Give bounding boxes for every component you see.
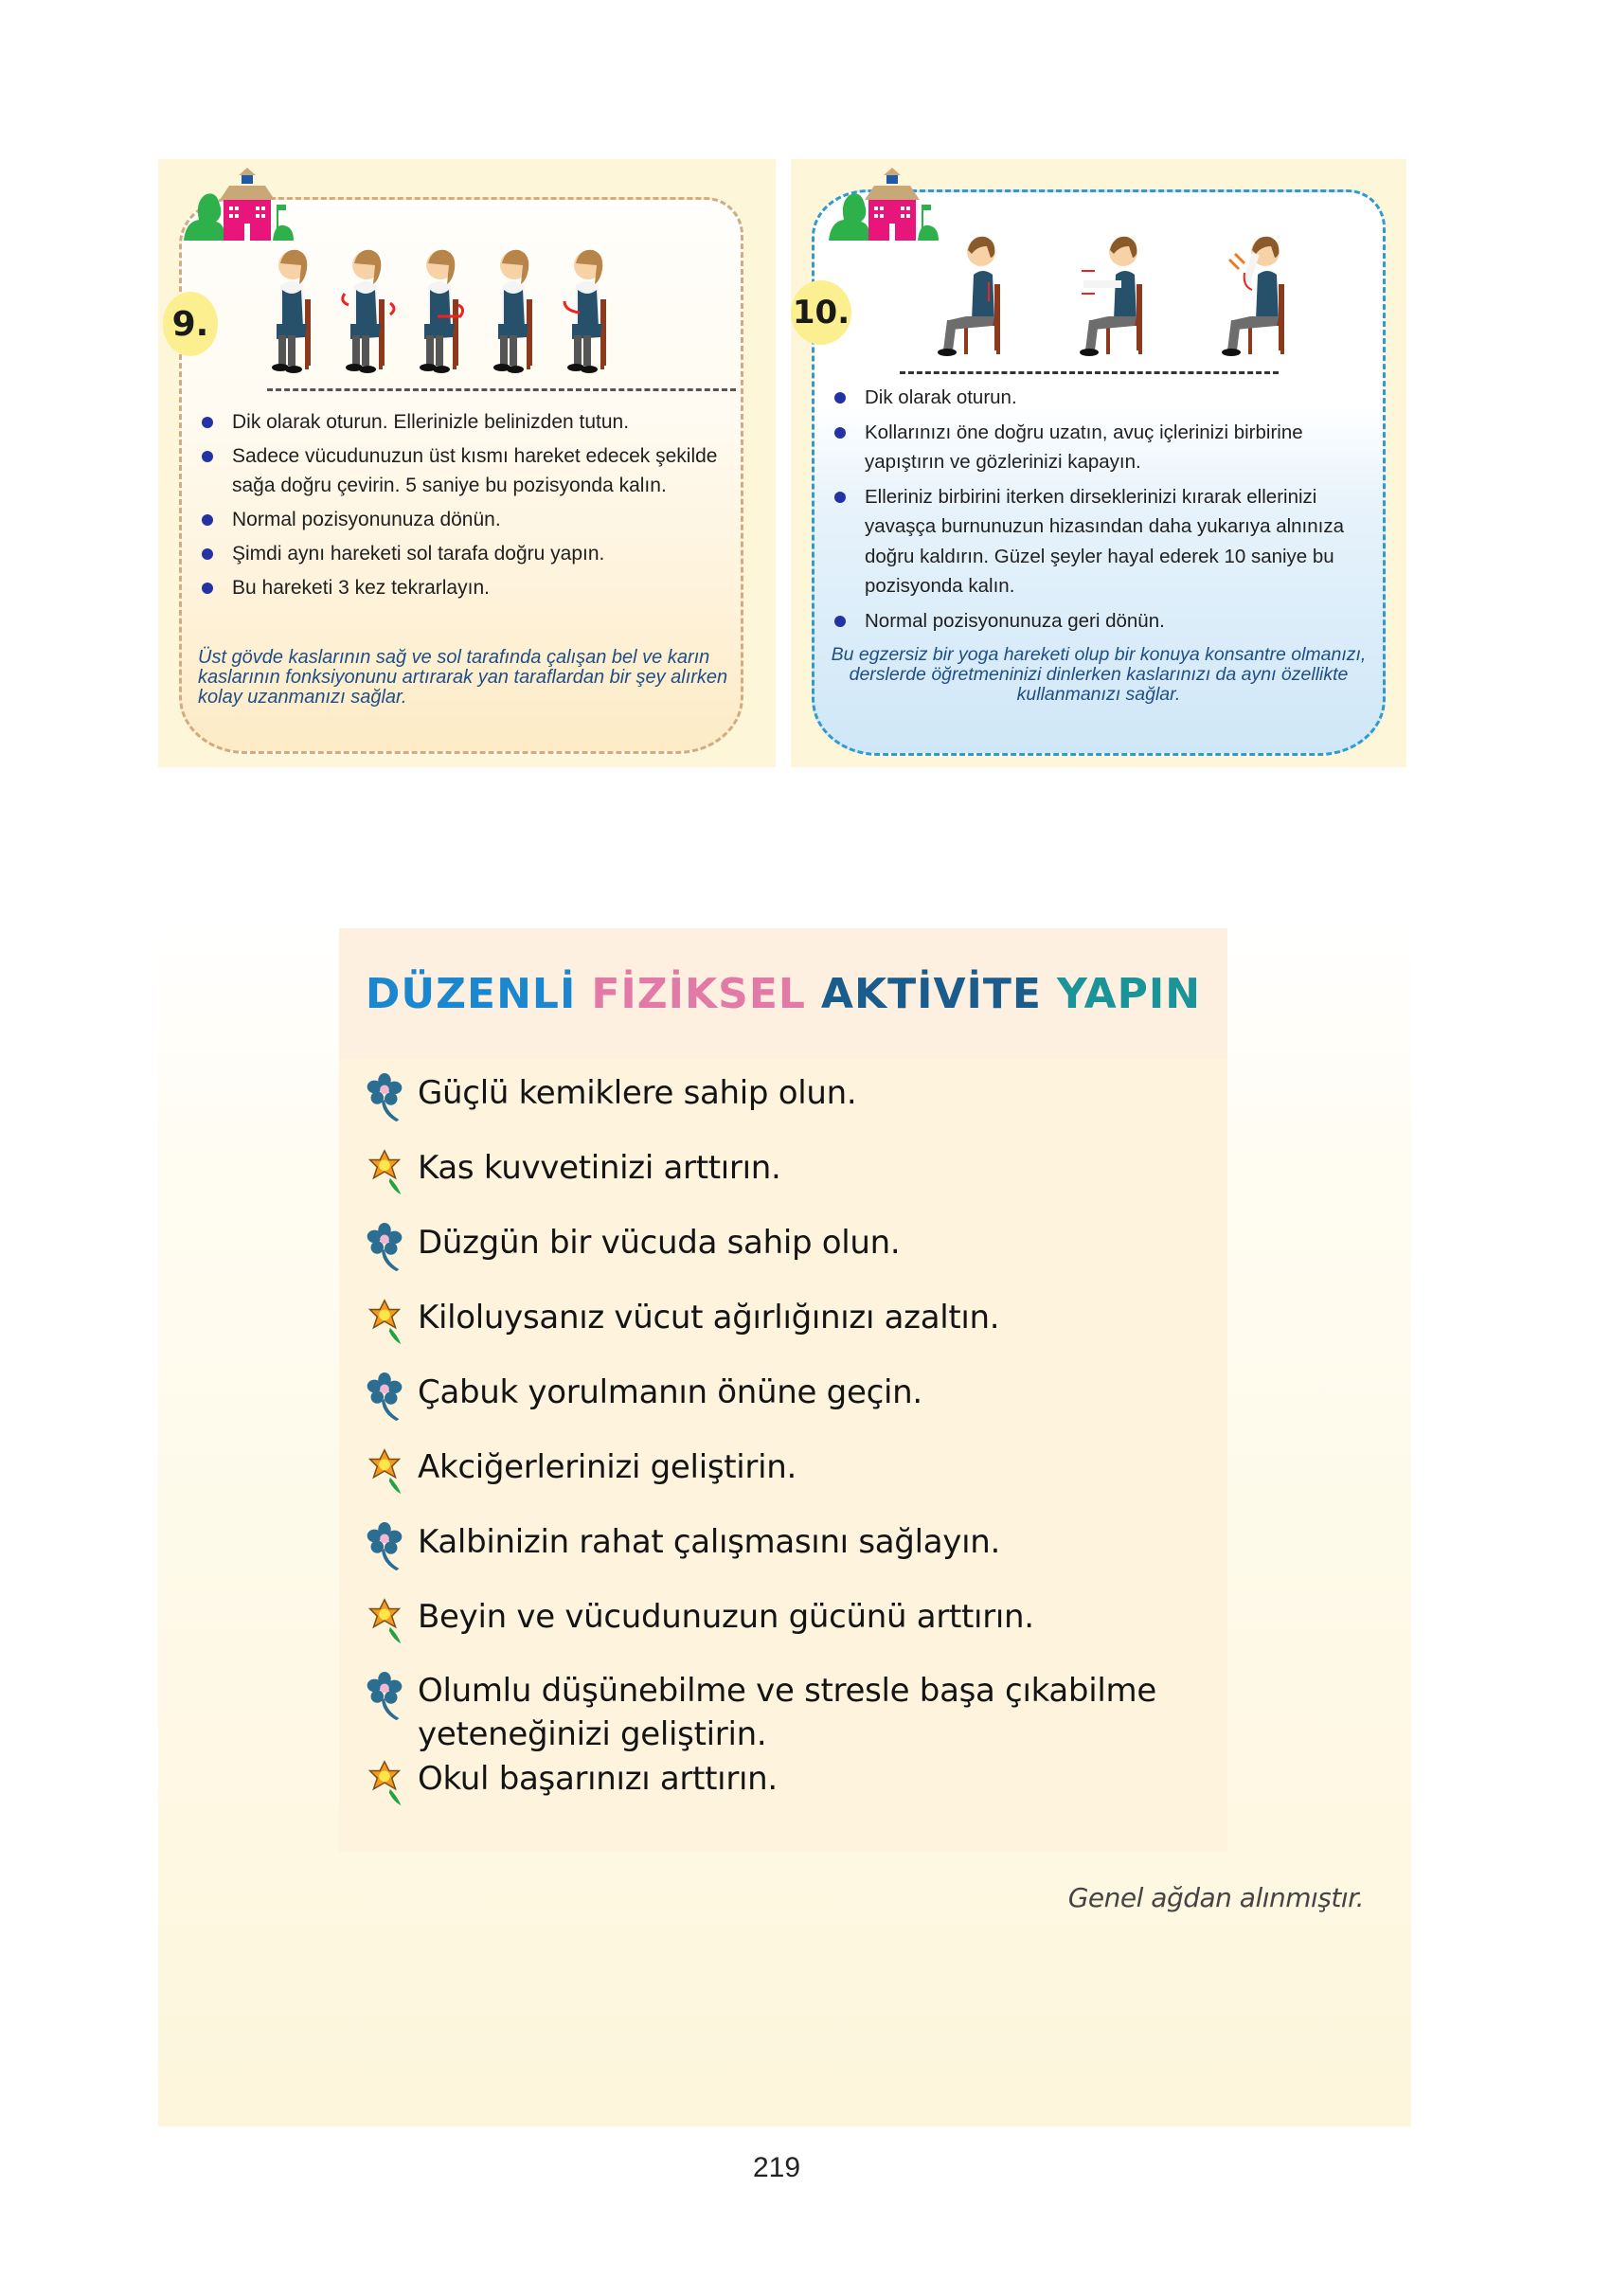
boy-palms-raised-icon — [1217, 225, 1302, 368]
source-credit: Genel ağdan alınmıştır. — [1067, 1882, 1364, 1913]
blue-flower-icon — [363, 1521, 406, 1572]
school-icon — [827, 167, 940, 242]
benefit-item: Çabuk yorulmanın önüne geçin. — [363, 1370, 1215, 1415]
exercise-10-panel — [791, 159, 1406, 767]
blue-flower-icon — [363, 1222, 406, 1273]
girl-twist-right-icon — [336, 237, 403, 379]
exercise-9-benefit-note: Üst gövde kaslarının sağ ve sol tarafında çalışan bel ve karın kaslarının fonksiyonunu artırarak yan taraflardan bir şey alırken kolay uzanmanızı sağlar. — [198, 647, 728, 708]
benefit-item: Akciğerlerinizi geliştirin. — [363, 1444, 1215, 1490]
step-item: Dik olarak oturun. — [829, 383, 1378, 413]
orange-flower-icon — [363, 1596, 406, 1647]
activity-title-box — [339, 928, 1227, 1059]
orange-flower-icon — [363, 1758, 406, 1809]
blue-flower-icon — [363, 1072, 406, 1123]
exercise-10-illustration — [933, 225, 1302, 368]
title-word: YAPIN — [1056, 969, 1202, 1018]
activity-section — [158, 924, 1411, 2126]
benefit-item: Kiloluysanız vücut ağırlığınızı azaltın. — [363, 1295, 1215, 1340]
exercise-10-benefit-note: Bu egzersiz bir yoga hareketi olup bir konuya konsantre olmanızı, derslerde öğretmeninizi dinlerken kaslarınızı da aynı özellikte kullanmanızı sağlar. — [831, 644, 1367, 705]
bullet-dot-icon — [834, 427, 846, 439]
title-word: DÜZENLİ — [365, 969, 577, 1018]
floor-line — [267, 388, 736, 391]
bullet-dot-icon — [202, 583, 213, 594]
orange-flower-icon — [363, 1446, 406, 1498]
benefit-item: Okul başarınızı arttırın. — [363, 1756, 1215, 1802]
title-word: AKTİVİTE — [820, 969, 1042, 1018]
step-item: Bu hareketi 3 kez tekrarlayın. — [196, 573, 726, 602]
step-item: Normal pozisyonunuza dönün. — [196, 505, 726, 534]
exercise-9-steps — [196, 407, 726, 607]
exercise-9-panel — [158, 159, 776, 767]
step-item: Sadece vücudunuzun üst kısmı hareket edecek şekilde sağa doğru çevirin. 5 saniye bu pozisyonda kalın. — [196, 441, 726, 500]
floor-line — [900, 371, 1279, 374]
step-item: Dik olarak oturun. Ellerinizle belinizden tutun. — [196, 407, 726, 437]
benefit-item: Olumlu düşünebilme ve stresle başa çıkabilme yeteneğinizi geliştirin. — [363, 1669, 1215, 1756]
step-item: Elleriniz birbirini iterken dirseklerinizi kırarak ellerinizi yavaşça burnunuzun hizasından daha yukarıya alnınıza doğru kaldırın. Güzel şeyler hayal ederek 10 saniye bu pozisyonda kalın. — [829, 482, 1378, 601]
blue-flower-icon — [363, 1671, 406, 1722]
girl-seated-icon — [262, 237, 329, 379]
orange-flower-icon — [363, 1297, 406, 1348]
step-item: Kollarınızı öne doğru uzatın, avuç içlerinizi birbirine yapıştırın ve gözlerinizi kapayın. — [829, 418, 1378, 477]
benefits-box — [339, 1059, 1227, 1852]
boy-seated-icon — [933, 225, 1018, 368]
bullet-dot-icon — [202, 548, 213, 560]
blue-flower-icon — [363, 1372, 406, 1423]
bullet-dot-icon — [834, 616, 846, 627]
benefit-item: Düzgün bir vücuda sahip olun. — [363, 1220, 1215, 1265]
step-item: Normal pozisyonunuza geri dönün. — [829, 606, 1378, 637]
benefit-item: Beyin ve vücudunuzun gücünü arttırın. — [363, 1594, 1215, 1640]
exercise-10-steps — [829, 383, 1378, 640]
page-number: 219 — [753, 2152, 801, 2183]
school-icon — [182, 167, 295, 242]
bullet-dot-icon — [834, 392, 846, 404]
bullet-dot-icon — [202, 451, 213, 462]
boy-arms-forward-icon — [1075, 225, 1160, 368]
bullet-dot-icon — [202, 514, 213, 526]
benefit-item: Kas kuvvetinizi arttırın. — [363, 1145, 1215, 1191]
exercise-number-badge: 10. — [791, 280, 851, 345]
benefit-item: Kalbinizin rahat çalışmasını sağlayın. — [363, 1519, 1215, 1565]
activity-title — [339, 928, 1227, 1059]
exercise-9-illustration — [262, 237, 624, 379]
orange-flower-icon — [363, 1147, 406, 1198]
exercise-number-badge: 9. — [163, 292, 218, 356]
title-word: FİZİKSEL — [591, 969, 806, 1018]
girl-back-twist-icon — [410, 237, 476, 379]
benefits-list — [363, 1070, 1215, 1831]
girl-twist-left-icon — [558, 237, 624, 379]
girl-seated-icon — [484, 237, 550, 379]
step-item: Şimdi aynı hareketi sol tarafa doğru yapın. — [196, 539, 726, 568]
bullet-dot-icon — [202, 417, 213, 428]
benefit-item: Güçlü kemiklere sahip olun. — [363, 1070, 1215, 1116]
bullet-dot-icon — [834, 492, 846, 503]
